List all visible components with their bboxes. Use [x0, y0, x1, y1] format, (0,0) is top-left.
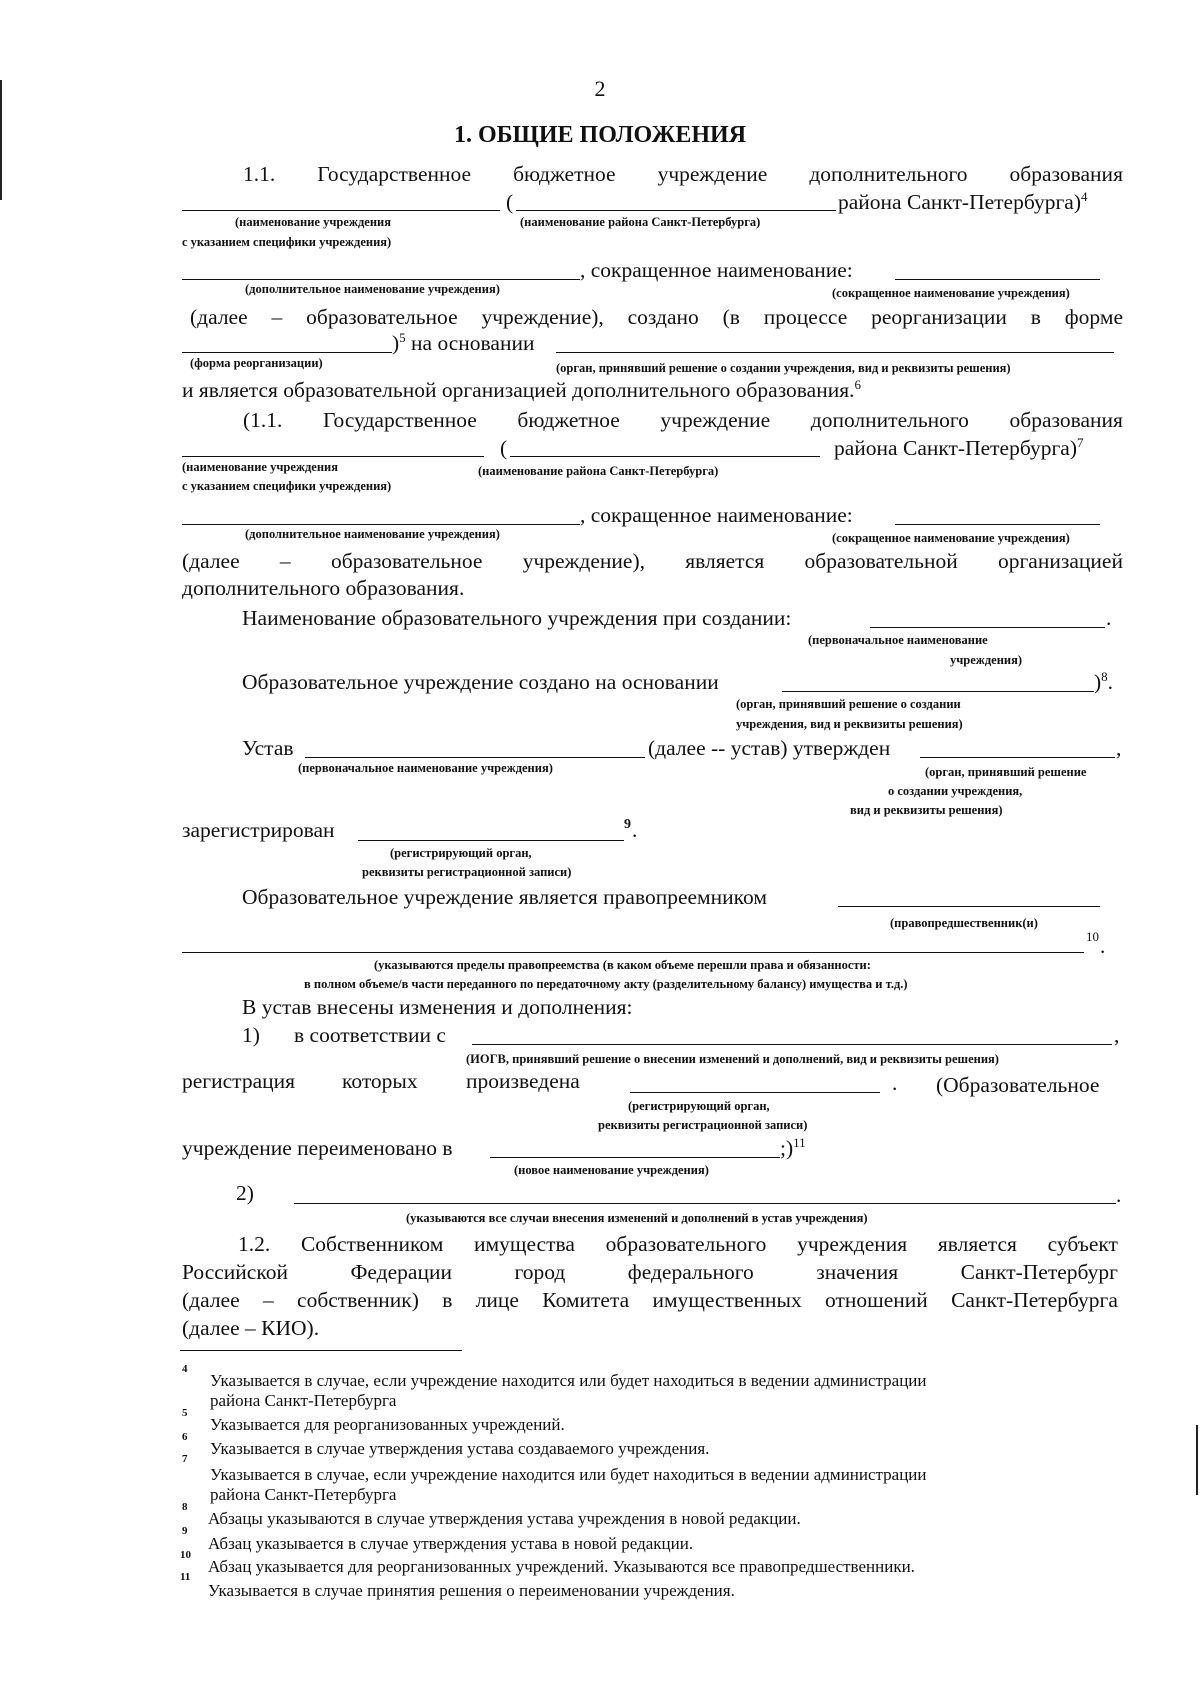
blank-reorg-form[interactable] — [182, 352, 392, 353]
charter-mid: (далее -- устав) утвержден — [648, 736, 891, 760]
short-name-label: , сокращенное наименование: — [580, 503, 853, 527]
hint: (правопредшественник(и) — [890, 916, 1038, 930]
blank-short-name[interactable] — [895, 279, 1100, 280]
hint: (форма реорганизации) — [190, 356, 323, 370]
hint: в полном объеме/в части переданного по передаточному акту (разделительному балансу) имущества и т.д.) — [304, 977, 908, 991]
registered-label: зарегистрирован — [182, 818, 335, 842]
footnote-8: Абзацы указываются в случае утверждения устава учреждения в новой редакции. — [208, 1509, 801, 1528]
hint: (орган, принявший решение о создании — [736, 697, 961, 711]
charter-label: Устав — [242, 736, 294, 760]
paren-open: ( — [500, 436, 508, 460]
blank-successor[interactable] — [838, 906, 1100, 907]
footnote-10: Абзац указывается для реорганизованных учреждений. Указываются все правопредшественники. — [208, 1557, 915, 1576]
footnote-6: Указывается в случае утверждения устава создаваемого учреждения. — [210, 1439, 710, 1458]
paren-open: ( — [506, 190, 514, 214]
renamed-close: ;)$^{11}$ — [780, 1135, 806, 1160]
blank-new-name[interactable] — [490, 1157, 780, 1158]
item1-num: 1) — [242, 1023, 260, 1047]
footnote-7-line2: района Санкт-Петербурга — [210, 1485, 397, 1504]
footnote-number: 6 — [182, 1431, 188, 1443]
item1-text: в соответствии с — [294, 1023, 446, 1047]
hint: (дополнительное наименование учреждения) — [245, 527, 500, 541]
blank-institution-name-2[interactable] — [182, 456, 484, 457]
scan-margin-mark — [1196, 1425, 1198, 1495]
hint: (сокращенное наименование учреждения) — [832, 531, 1070, 545]
blank-initial-name[interactable] — [870, 627, 1105, 628]
hint: реквизиты регистрационной записи) — [362, 865, 572, 879]
registered-fn: 9 — [624, 817, 631, 832]
reg-word-1: регистрация — [182, 1069, 296, 1093]
hint: (орган, принявший решение — [925, 765, 1087, 779]
hint: (наименование района Санкт-Петербурга) — [520, 215, 761, 229]
footnote-number: 9 — [182, 1525, 188, 1537]
document-page: 2 1. ОБЩИЕ ПОЛОЖЕНИЯ 1.1. Государственное бюджетное учреждение дополнительного образования ( района Санкт-Петербурга)$^4$ (наименование учреждения с указанием специфики учреждения) (наименование района Санкт-Петербурга) , сокращенное наименование: (дополнительное наименование учреждения) (сокращенное наименование учреждения) (далее – образовательное учреждение), создано (в процессе реорганизации в форме )$^5$ на основании (форма реорганизации) (орган, принявший решение о создании учреждения, вид и реквизиты решения) и является образовательной организацией дополнительного образования.$^6$ (1.1. Государственное бюджетное учреждение дополнительного образования ( района Санкт-Петербурга)$^7$ (наименование учреждения с указанием специфики учреждения) (наименование района Санкт-Петербурга) , сокращенное наименование: (дополнительное наименование учреждения) (сокращенное наименование учреждения) (далее – образовательное учреждение), является образовательной организацией дополнительного образования. Наименование образовательного учреждения при создании: . (первоначальное наименование учреждения) Образовательное учреждение создано на основании )$^8$. (орган, принявший решение о создании учреждения, вид и реквизиты решения) Устав (далее -- устав) утвержден , (первоначальное наименование учреждения) (орган, принявший решение о создании учреждения, вид и реквизиты решения) зарегистрирован 9 . (регистрирующий орган, реквизиты регистрационной записи) Образовательное учреждение является правопреемником (правопредшественник(и) 10 . (указываются пределы правопреемства (в каком объеме перешли права и обязанности: в полном объеме/в части переданного по передаточному акту (разделительному балансу) имущества и т.д.) В устав внесены изменения и дополнения: 1) в соответствии с , (ИОГВ, принявший решение о внесении изменений и дополнений, вид и реквизиты решения) регистрация которых произведена . (Образовательное (регистрирующий орган, реквизиты регистрационной записи) учреждение переименовано в ;)$^{11}$ (новое наименование учреждения) 2) . (указываются все случаи внесения изменений и дополнений в устав учреждения) 1.2. Собственником имущества образовательного учреждения является субъект Российской Федерации город федерального значения Санкт-Петербург (далее – собственник) в лице Комитета имущественных отношений Санкт-Петербурга (далее – КИО). 4 Указывается в случае, если учреждение находится или будет находиться в ведении администрации района Санкт-Петербурга 5 Указывается для реорганизованных учреждений. 6 Указывается в случае утверждения устава создаваемого учреждения. 7 Указывается в случае, если учреждение находится или будет находиться в ведении администрации района Санкт-Петербурга 8 Абзацы указываются в случае утверждения устава учреждения в новой редакции. 9 Абзац указывается в случае утверждения устава в новой редакции. 10 Абзац указывается для реорганизованных учреждений. Указываются все правопредшественники. 11 Указывается в случае принятия решения о переименовании учреждения. — [0, 0, 1200, 1700]
hint: учреждения) — [950, 653, 1023, 667]
hint: (регистрирующий орган, — [628, 1099, 770, 1113]
footnote-number: 4 — [182, 1363, 188, 1375]
hint: (новое наименование учреждения) — [514, 1163, 709, 1177]
blank-short-name-2[interactable] — [895, 524, 1100, 525]
hint: о создании учреждения, — [888, 784, 1023, 798]
blank-reg-organ[interactable] — [630, 1092, 880, 1093]
footnote-7-line1: Указывается в случае, если учреждение находится или будет находиться в ведении администрации — [210, 1465, 927, 1484]
hint: учреждения, вид и реквизиты решения) — [736, 717, 963, 731]
blank-district-name-2[interactable] — [510, 456, 820, 457]
footnote-5: Указывается для реорганизованных учреждений. — [210, 1415, 565, 1434]
hint: (регистрирующий орган, — [390, 846, 532, 860]
p12-line1: 1.2. Собственником имущества образовательного учреждения является субъект — [238, 1232, 1118, 1256]
blank-charter-organ[interactable] — [920, 757, 1115, 758]
blank-basis[interactable] — [782, 691, 1094, 692]
footnote-number: 7 — [182, 1453, 188, 1465]
p12-line2: Российской Федерации город федерального значения Санкт-Петербург — [182, 1260, 1118, 1284]
hint: (наименование учреждения — [235, 215, 391, 229]
blank-institution-name[interactable] — [182, 210, 500, 211]
hint: с указанием специфики учреждения) — [182, 235, 392, 249]
footnote-number: 10 — [180, 1549, 191, 1561]
basis-label: Образовательное учреждение создано на основании — [242, 670, 719, 694]
renamed-label: учреждение переименовано в — [182, 1136, 453, 1160]
is-organization-text: и является образовательной организацией дополнительного образования.$^6$ — [182, 377, 861, 402]
blank-district-name[interactable] — [516, 210, 836, 211]
successor-label: Образовательное учреждение является правопреемником — [242, 885, 767, 909]
hint: (наименование учреждения — [182, 460, 338, 474]
hint: (орган, принявший решение о создании учреждения, вид и реквизиты решения) — [556, 361, 1011, 375]
footnote-number: 11 — [180, 1571, 191, 1583]
hint: (наименование района Санкт-Петербурга) — [478, 464, 719, 478]
hint: (ИОГВ, принявший решение о внесении изменений и дополнений, вид и реквизиты решения) — [466, 1052, 999, 1066]
amendments-intro: В устав внесены изменения и дополнения: — [242, 995, 633, 1019]
footnote-11: Указывается в случае принятия решения о переименовании учреждения. — [208, 1581, 735, 1600]
reg-word-3: произведена — [466, 1069, 580, 1093]
footnote-9: Абзац указывается в случае утверждения устава в новой редакции. — [208, 1534, 694, 1553]
footnote-4-line1: Указывается в случае, если учреждение находится или будет находиться в ведении администрации — [210, 1371, 927, 1390]
creation-name-label: Наименование образовательного учреждения при создании: — [242, 606, 792, 630]
footnote-4-line2: района Санкт-Петербурга — [210, 1391, 397, 1410]
basis-close: )$^8$. — [1094, 669, 1114, 694]
p1b-line4: (далее – образовательное учреждение), является образовательной организацией — [182, 549, 1123, 573]
item2-num: 2) — [236, 1181, 254, 1205]
district-text: района Санкт-Петербурга)$^7$ — [834, 435, 1084, 460]
district-text: района Санкт-Петербурга)$^4$ — [838, 189, 1088, 214]
p1b-line1: (1.1. Государственное бюджетное учреждение дополнительного образования — [243, 408, 1123, 432]
short-name-label: , сокращенное наименование: — [580, 258, 853, 282]
hint: (указываются пределы правопреемства (в каком объеме перешли права и обязанности: — [374, 958, 871, 972]
hint: (первоначальное наименование учреждения) — [298, 761, 553, 775]
blank-organ[interactable] — [556, 352, 1114, 353]
blank-registered[interactable] — [358, 840, 624, 841]
fn10-marker: 10 — [1086, 929, 1099, 944]
blank-additional-name-2[interactable] — [182, 524, 580, 525]
reg-paren: (Образовательное — [936, 1073, 1100, 1097]
footnote-separator — [180, 1350, 462, 1351]
p1b-cont: дополнительного образования. — [182, 576, 465, 600]
page-number: 2 — [594, 76, 606, 101]
blank-charter-name[interactable] — [305, 757, 645, 758]
p12-line3: (далее – собственник) в лице Комитета имущественных отношений Санкт-Петербурга — [182, 1288, 1118, 1312]
hint: (сокращенное наименование учреждения) — [832, 286, 1070, 300]
hint: с указанием специфики учреждения) — [182, 479, 392, 493]
p1-line4: (далее – образовательное учреждение), создано (в процессе реорганизации в форме — [190, 305, 1123, 329]
blank-additional-name[interactable] — [182, 279, 580, 280]
hint: (первоначальное наименование — [808, 633, 988, 647]
p12-line4: (далее – КИО). — [182, 1316, 320, 1340]
hint: (указываются все случаи внесения изменений и дополнений в устав учреждения) — [406, 1211, 868, 1225]
reg-word-2: которых — [342, 1069, 418, 1093]
osnovanii-text: )$^5$ на основании — [392, 330, 535, 355]
footnote-number: 8 — [182, 1501, 188, 1513]
p1-line1: 1.1. Государственное бюджетное учреждение дополнительного образования — [243, 162, 1123, 186]
hint: (дополнительное наименование учреждения) — [245, 282, 500, 296]
footnote-number: 5 — [182, 1407, 188, 1419]
blank-iogv[interactable] — [472, 1044, 1112, 1045]
blank-all-amendments[interactable] — [294, 1203, 1116, 1204]
hint: реквизиты регистрационной записи) — [598, 1118, 808, 1132]
section-title: 1. ОБЩИЕ ПОЛОЖЕНИЯ — [453, 122, 747, 148]
blank-succession-limits[interactable] — [182, 952, 1084, 953]
hint: вид и реквизиты решения) — [850, 803, 1003, 817]
